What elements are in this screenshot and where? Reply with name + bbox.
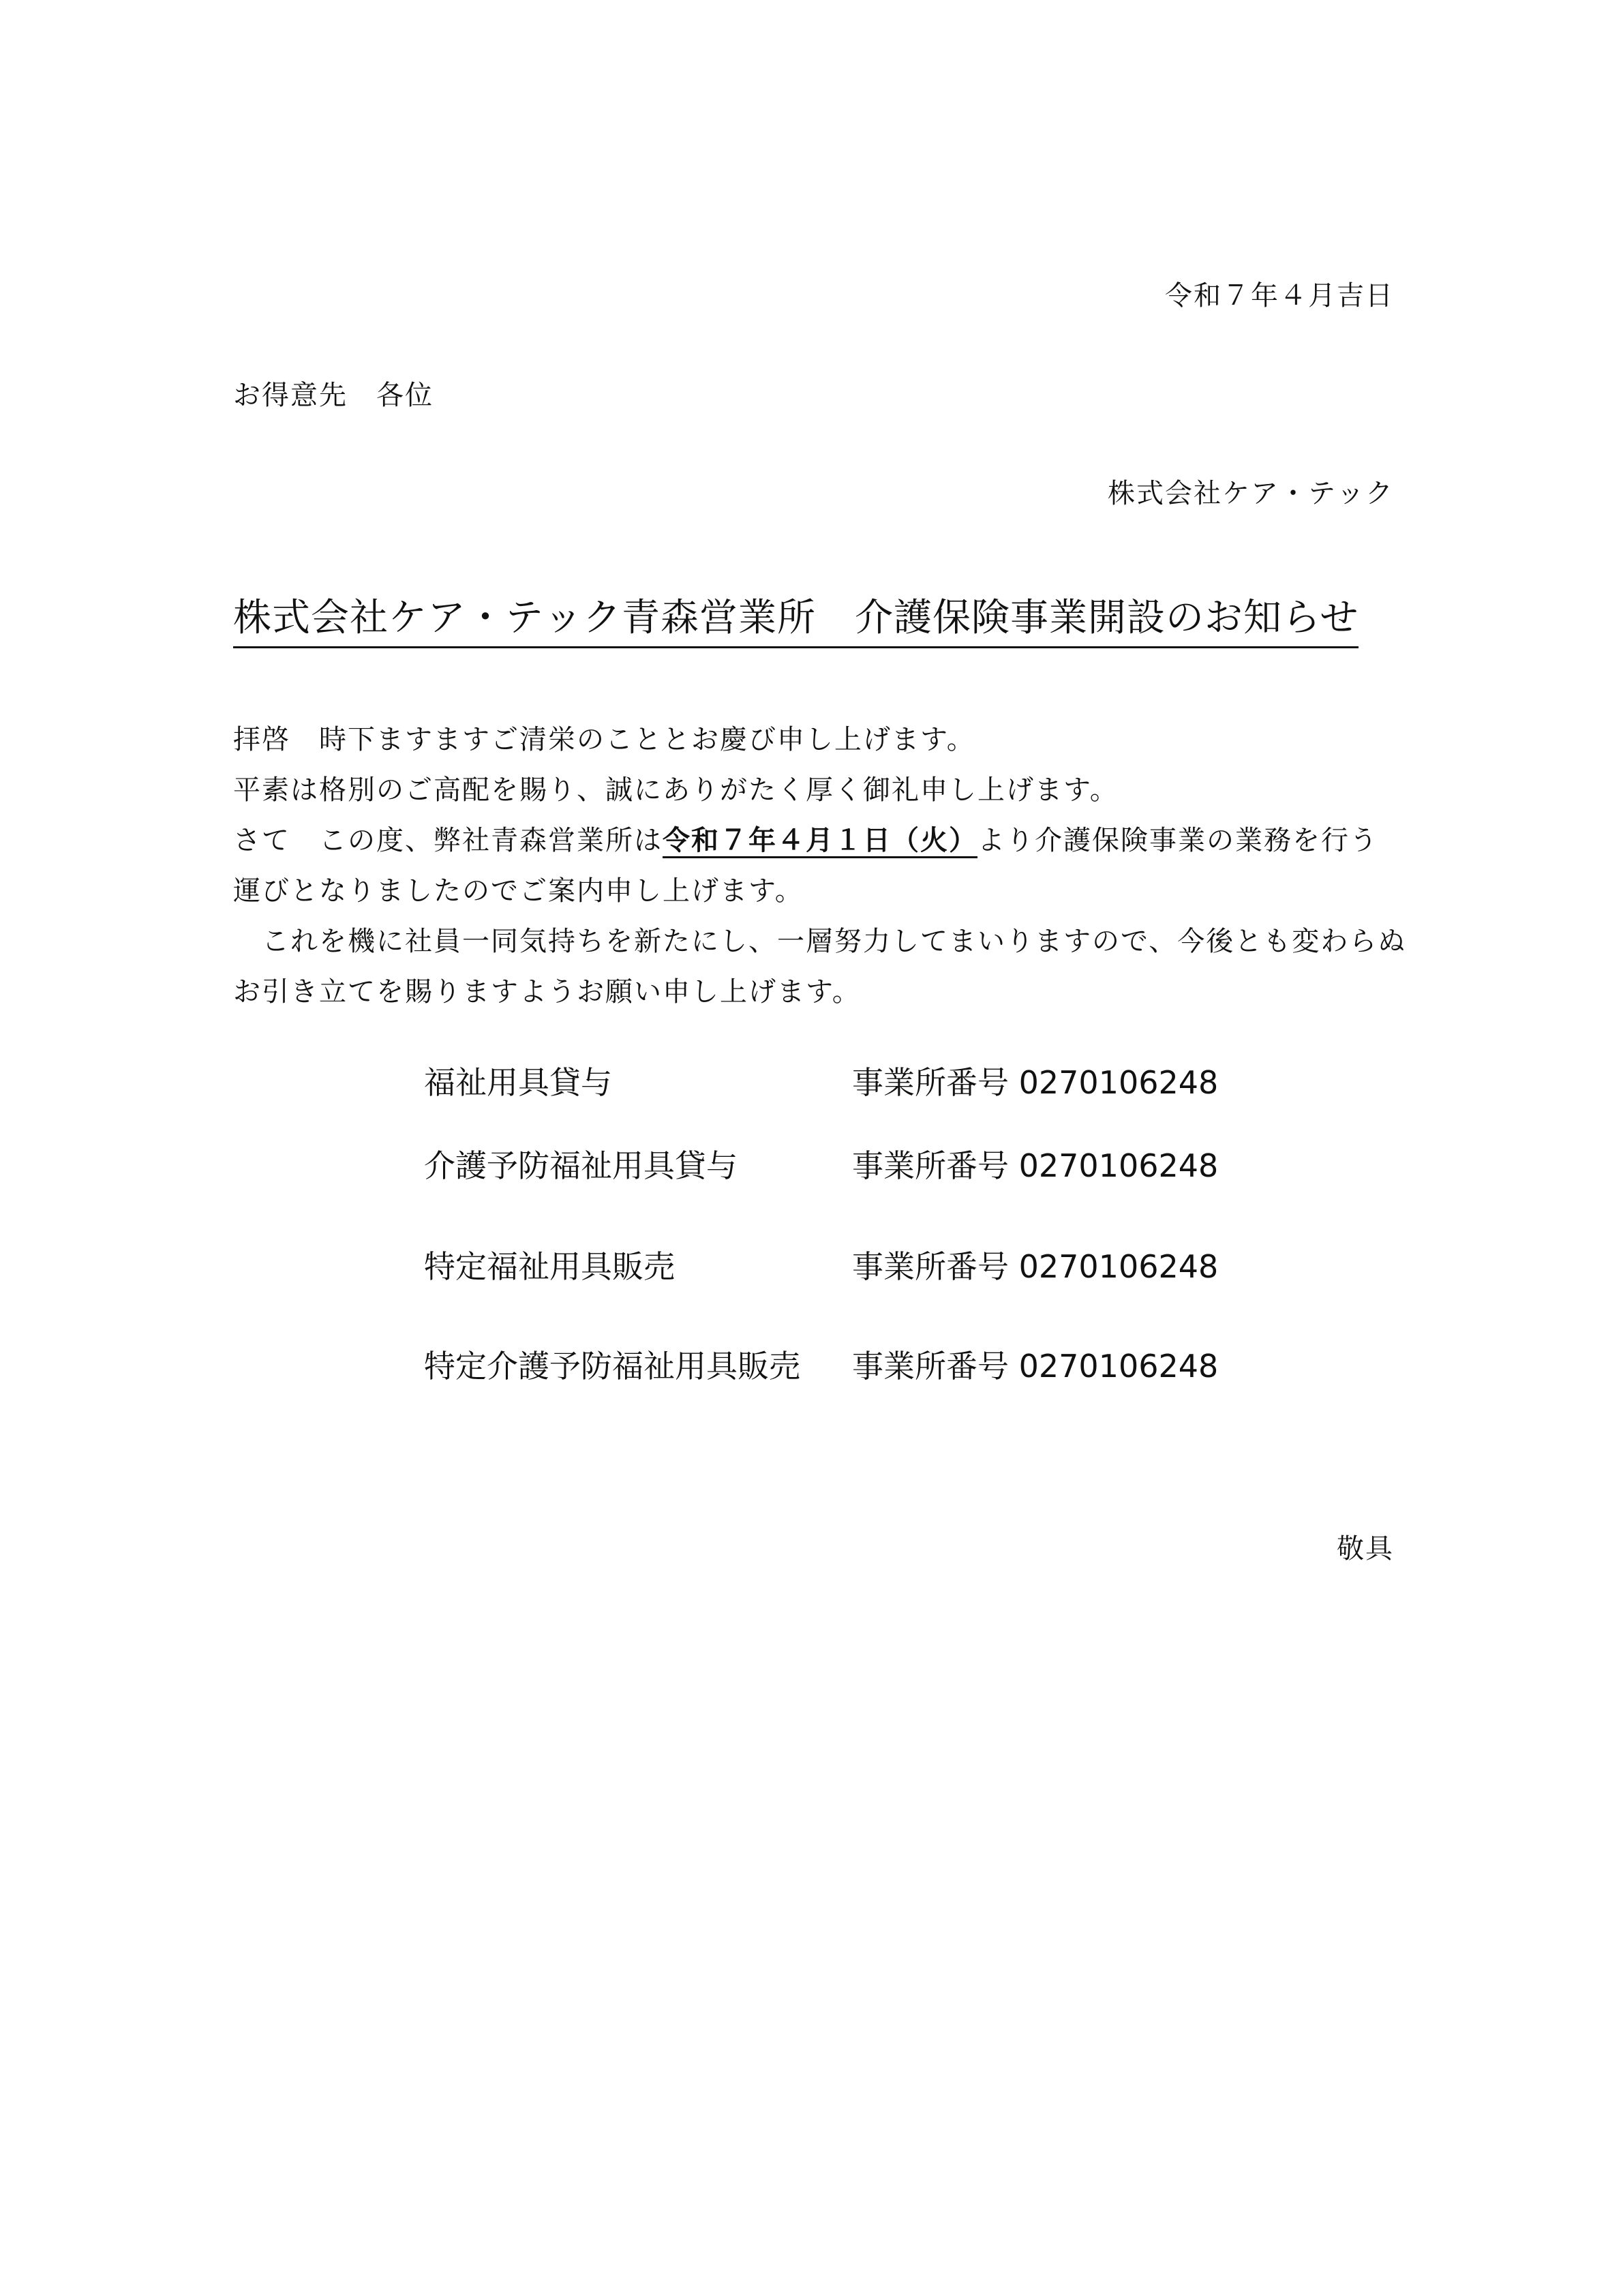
body-line-request: お引き立てを賜りますようお願い申し上げます。 [233, 976, 861, 1008]
service-name: 介護予防福祉用具貸与 [424, 1147, 738, 1184]
office-number: 事業所番号 0270106248 [852, 1248, 1219, 1285]
letter-body [233, 714, 1407, 1017]
announcement-lead: さて この度、弊社青森営業所は [233, 825, 663, 856]
body-line-commitment: これを機に社員一同気持ちを新たにし、一層努力してまいりますので、今後とも変わらぬ [233, 926, 1407, 957]
announcement-tail: より介護保険事業の業務を行う [977, 825, 1378, 856]
letter-date: 令和７年４月吉日 [1165, 280, 1394, 312]
office-number: 事業所番号 0270106248 [852, 1147, 1219, 1184]
letter-recipient: お得意先 各位 [233, 380, 434, 411]
letter-closing: 敬具 [1337, 1533, 1394, 1565]
letter-sender: 株式会社ケア・テック [1108, 478, 1394, 509]
office-number: 事業所番号 0270106248 [852, 1348, 1219, 1385]
body-line-greeting: 拝啓 時下ますますご清栄のこととお慶び申し上げます。 [233, 724, 975, 755]
service-name: 特定福祉用具販売 [424, 1248, 675, 1285]
service-name: 福祉用具貸与 [424, 1064, 612, 1101]
letter-title: 株式会社ケア・テック青森営業所 介護保険事業開設のお知らせ [233, 588, 1359, 648]
opening-date: 令和７年４月１日（火） [663, 824, 977, 858]
body-line-thanks: 平素は格別のご高配を賜り、誠にありがたく厚く御礼申し上げます。 [233, 774, 1119, 806]
body-line-announcement [233, 815, 1399, 866]
body-line-guidance: 運びとなりましたのでご案内申し上げます。 [233, 875, 804, 907]
office-number: 事業所番号 0270106248 [852, 1064, 1219, 1101]
service-name: 特定介護予防福祉用具販売 [424, 1348, 800, 1385]
